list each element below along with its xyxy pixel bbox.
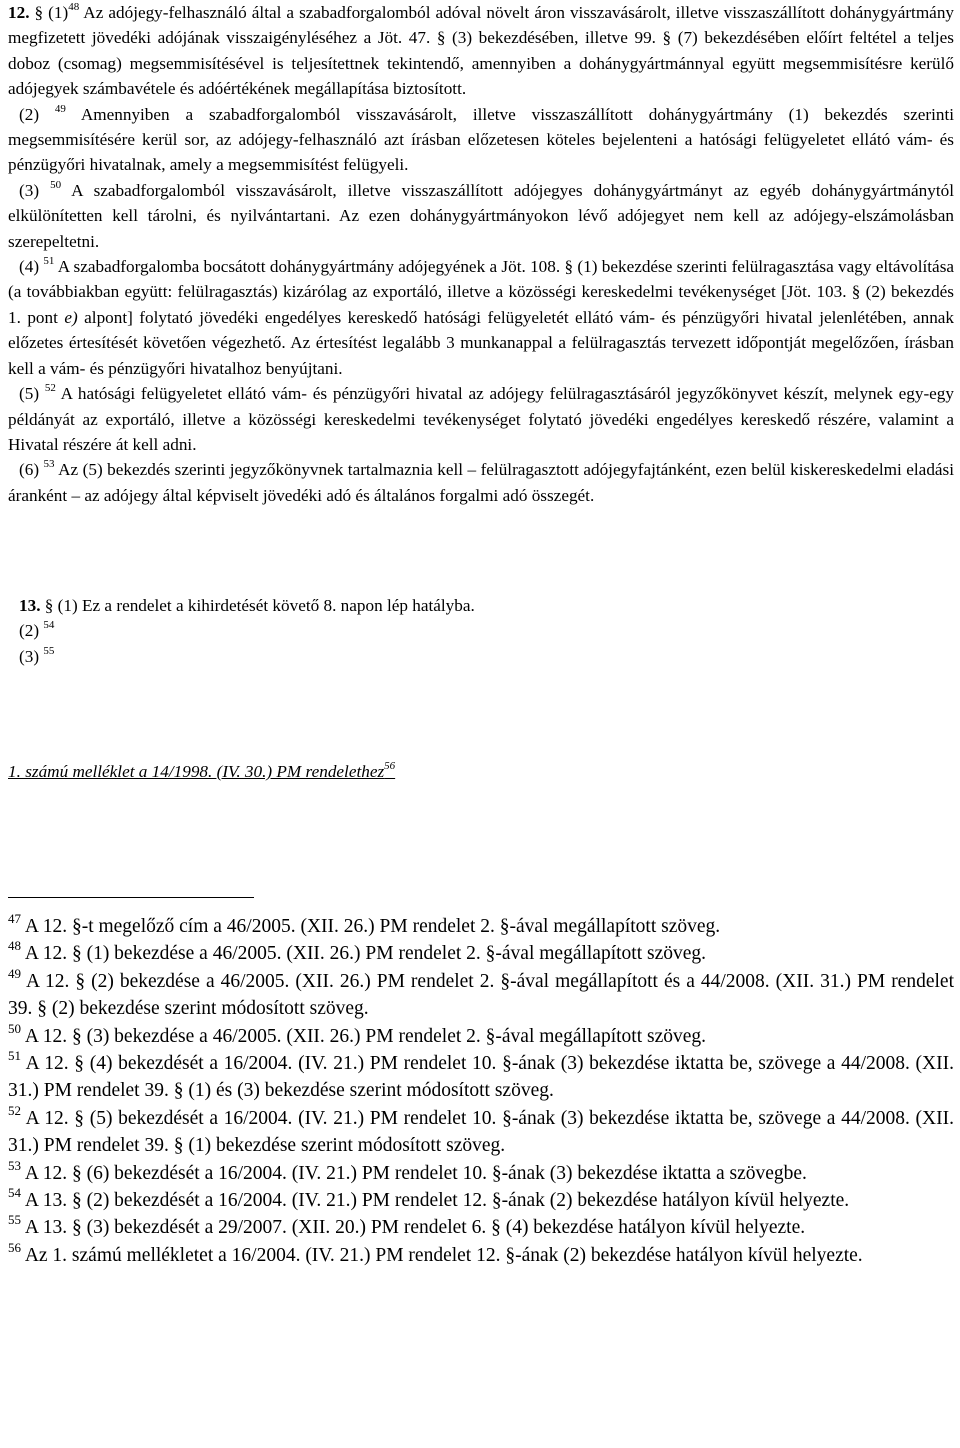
footnote-number: 54 (8, 1185, 21, 1201)
section-12-paragraph-2: (2) $^{49}$ Amennyiben a szabadforgalomból visszavásárolt, illetve visszaszállított dohánygyártmány (1) bekezdés szerinti megsemmisítésére kerül sor, az adójegy-felhasználó azt írásban előzetesen köteles bejelenteni a hatósági felügyeletet ellátó vám- és pénzügyőri hivatalnak, amely a megsemmisítést felügyeli. (8, 102, 954, 175)
footnote-49: $^{49}$ A 12. § (2) bekezdése a 46/2005. (XII. 26.) PM rendelet 2. §-ával megállapított és a 44/2008. (XII. 31.) PM rendelet 39. § (2) bekezdése szerint módosított szöveg. (8, 965, 954, 1020)
footnotes (8, 913, 954, 1269)
footnote-number: 51 (8, 1048, 21, 1064)
footnote-ref[interactable]: 56 (384, 760, 396, 772)
footnote-52: $^{52}$ A 12. § (5) bekezdését a 16/2004. (IV. 21.) PM rendelet 10. §-ának (3) bekezdése iktatta be, szövege a 44/2008. (XII. 31.) PM rendelet 39. § (1) bekezdése szerint módosított szöveg. (8, 1102, 954, 1157)
footnote-divider (8, 897, 254, 898)
annex-heading: 1. számú melléklet a 14/1998. (IV. 30.) PM rendelethez$^{56}$ (8, 760, 396, 781)
section-12-paragraph-4: (4) $^{51}$ A szabadforgalomba bocsátott dohánygyártmány adójegyének a Jöt. 108. § (1) bekezdése szerinti felülragasztása vagy eltávolítása (a továbbiakban együtt: felülragasztás) kizárólag az exportáló, illetve a közösségi kereskedelmi tevékenységet [Jöt. 103. § (2) bekezdés 1. pont e) alpont] folytató jövedéki engedélyes kereskedő hatósági felügyeletét ellátó vám- és pénzügyőri hivatal jelenlétében, annak előzetes értesítését követően végezhető. Az értesítést legalább 3 munkanappal a felülragasztás tervezett időpontját megelőzően, írásban kell a vám- és pénzügyőri hivatalhoz benyújtani. (8, 255, 955, 378)
footnote-ref[interactable]: 51 (43, 255, 55, 268)
footnote-number: 56 (8, 1239, 21, 1255)
footnote-number: 47 (8, 911, 21, 926)
footnote-50: $^{50}$ A 12. § (3) bekezdése a 46/2005. (XII. 26.) PM rendelet 2. §-ával megállapított szöveg. (8, 1020, 707, 1047)
footnote-ref[interactable]: 54 (43, 619, 55, 632)
footnote-ref[interactable]: 50 (50, 178, 62, 191)
section-13-paragraph-2: (2) $^{54}$ (19, 619, 55, 641)
footnote-number: 55 (8, 1212, 21, 1228)
footnote-number: 48 (8, 938, 21, 954)
footnote-ref[interactable]: 53 (43, 458, 55, 471)
footnote-51: $^{51}$ A 12. § (4) bekezdését a 16/2004. (IV. 21.) PM rendelet 10. §-ának (3) bekezdése iktatta be, szövege a 44/2008. (XII. 31.) PM rendelet 39. § (1) és (3) bekezdése szerint módosított szöveg. (8, 1048, 954, 1102)
section-12-paragraph-1: 12. § $(1)^{48}$ Az adójegy-felhasználó által a szabadforgalomból adóval növelt áron visszavásárolt, illetve visszaszállított dohánygyártmány megfizetett jövedéki adójának visszaigényléséhez a Jöt. 47. § (3) bekezdésében, illetve 99. § (7) bekezdésében előírt feltétel a teljes doboz (csomag) megsemmisítésével is teljesítettnek tekintendő, amennyiben a dohánygyártmánnyal együtt megsemmisítésre kerülő adójegyek számbavétele és adóértékének megállapítása biztosított. (8, 1, 955, 99)
footnote-number: 49 (8, 965, 21, 981)
footnote-54: $^{54}$ A 13. § (2) bekezdését a 16/2004. (IV. 21.) PM rendelet 12. §-ának (2) bekezdése hatályon kívül helyezte. (8, 1185, 850, 1212)
footnote-number: 53 (8, 1157, 21, 1173)
section-12 (8, 0, 954, 508)
section-13-paragraph-1: 13. § (1) Ez a rendelet a kihirdetését követő 8. napon lép hatályba. (19, 596, 475, 615)
footnote-ref[interactable]: 52 (44, 382, 56, 395)
section-12-paragraph-5: (5) $^{52}$ A hatósági felügyeletet ellátó vám- és pénzügyőri hivatal az adójegy felülragasztásáról jegyzőkönyvet készít, melynek egy-egy példányát az exportáló, illetve a közösségi kereskedelmi tevékenységet folytató jövedéki engedélyes kereskedő részére, valamint a Hivatal részére át kell adni. (8, 382, 954, 454)
footnote-48: $^{48}$ A 12. § (1) bekezdése a 46/2005. (XII. 26.) PM rendelet 2. §-ával megállapított szöveg. (8, 938, 707, 965)
section-12-paragraph-3: (3) $^{50}$ A szabadforgalomból visszavásárolt, illetve visszaszállított adójegyes dohánygyártmányt az egyéb dohánygyártmánytól elkülönítetten kell tárolni, és nyilvántartani. Az ezen dohánygyártmányokon lévő adójegyet nem kell az adójegy-elszámolásban szerepeltetni. (8, 178, 955, 251)
footnote-ref[interactable]: 55 (43, 645, 55, 658)
section-13 (8, 593, 954, 670)
section-number: 12. (8, 3, 30, 22)
footnote-number: 52 (8, 1102, 21, 1118)
footnote-ref[interactable]: 48 (68, 1, 80, 13)
footnote-47: $^{47}$ A 12. §-t megelőző cím a 46/2005. (XII. 26.) PM rendelet 2. §-ával megállapított szöveg. (8, 911, 721, 937)
footnote-55: $^{55}$ A 13. § (3) bekezdését a 29/2007. (XII. 20.) PM rendelet 6. § (4) bekezdése hatályon kívül helyezte. (8, 1212, 806, 1239)
footnote-56: $^{56}$ Az 1. számú mellékletet a 16/2004. (IV. 21.) PM rendelet 12. §-ának (2) bekezdése hatályon kívül helyezte. (8, 1239, 863, 1266)
footnote-53: $^{53}$ A 12. § (6) bekezdését a 16/2004. (IV. 21.) PM rendelet 10. §-ának (3) bekezdése iktatta a szövegbe. (8, 1157, 807, 1184)
section-12-paragraph-6: (6) $^{53}$ Az (5) bekezdés szerinti jegyzőkönyvnek tartalmaznia kell – felülragasztott adójegyfajtánként, ezen belül kiskereskedelmi eladási áranként – az adójegy által képviselt jövedéki adó és általános forgalmi adó összegét. (8, 458, 955, 505)
section-number: 13. (19, 596, 41, 615)
footnote-ref[interactable]: 49 (54, 102, 66, 115)
section-13-paragraph-3: (3) $^{55}$ (19, 645, 55, 667)
document-page (8, 0, 955, 1266)
footnote-number: 50 (8, 1020, 21, 1036)
